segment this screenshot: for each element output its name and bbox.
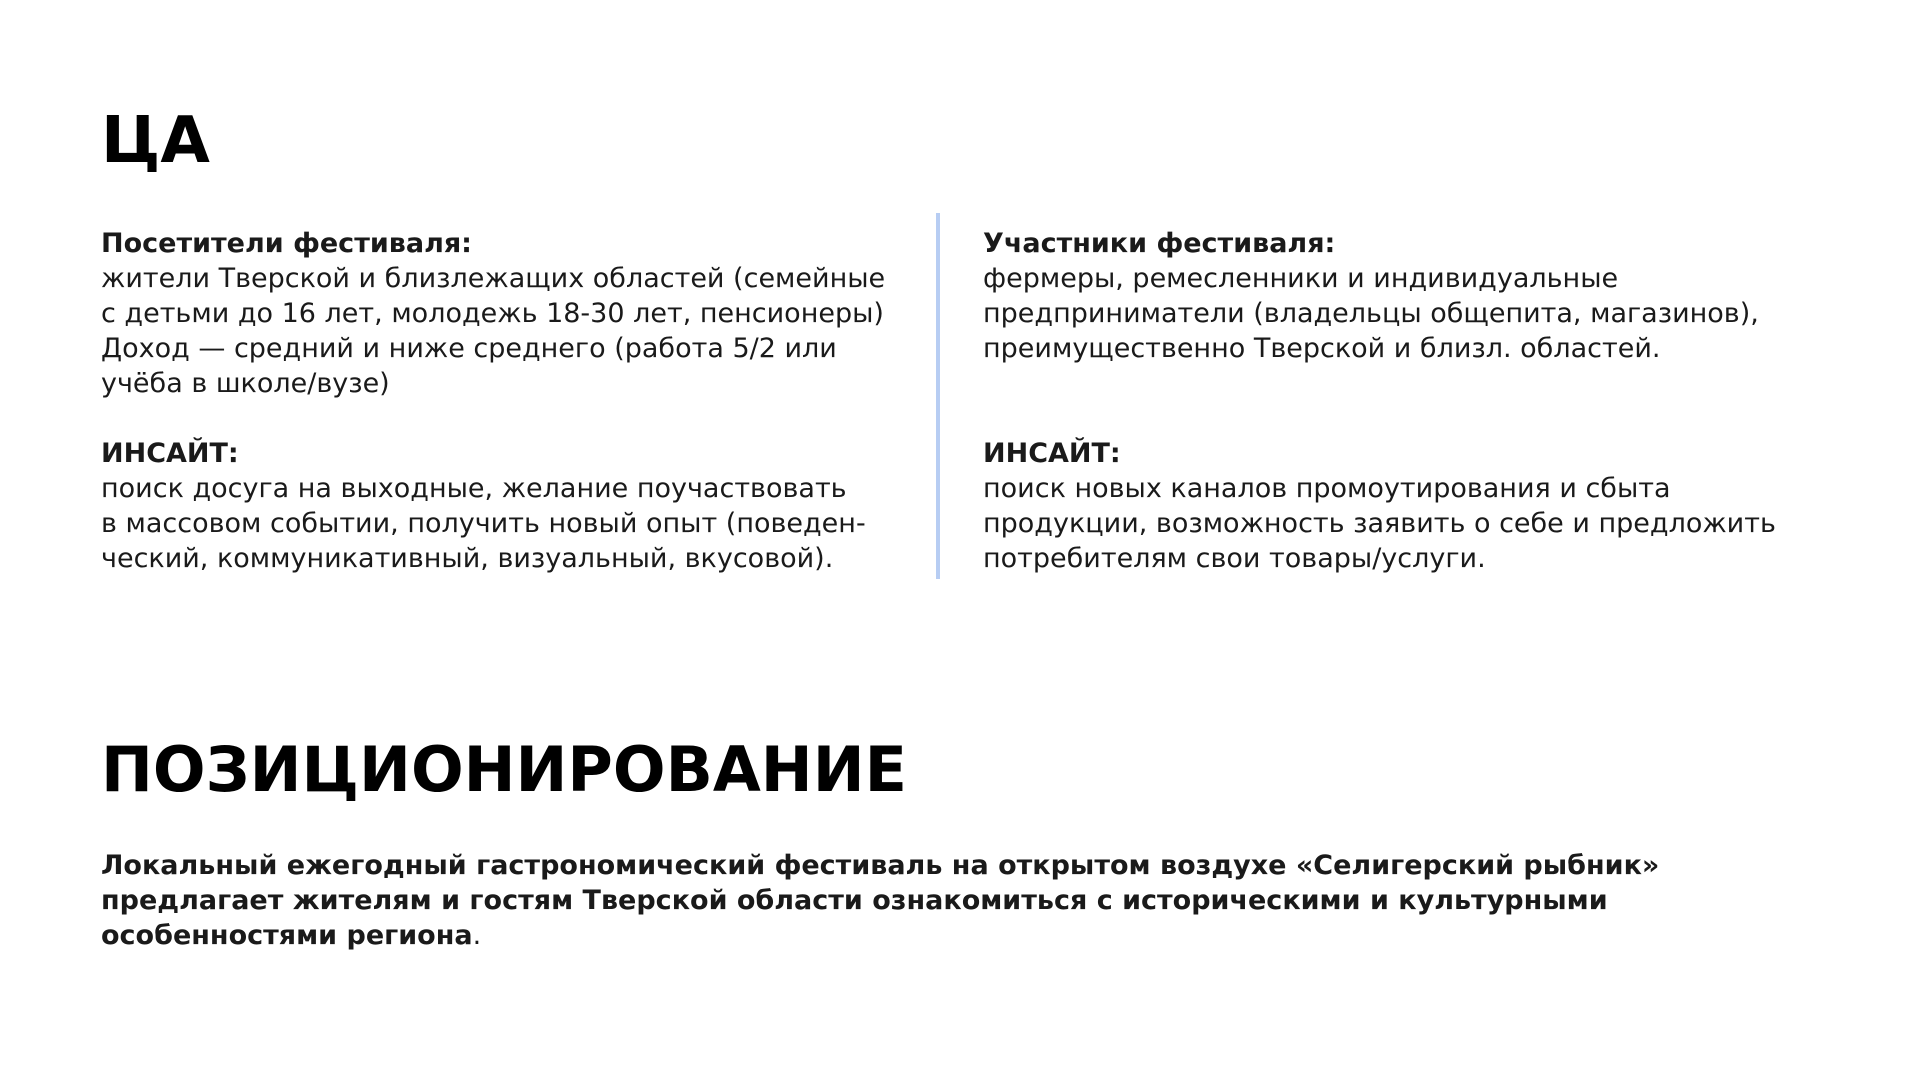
visitors-label: Посетители фестиваля: — [101, 228, 472, 259]
spacer — [101, 401, 901, 436]
visitors-insight-label: ИНСАЙТ: — [101, 438, 239, 469]
positioning-line: Локальный ежегодный гастрономический фестиваль на открытом воздухе «Селигерский рыбник» — [101, 850, 1660, 881]
positioning-line: особенностями региона — [101, 920, 473, 951]
participants-column — [983, 226, 1803, 576]
column-divider — [936, 213, 940, 579]
positioning-title: ПОЗИЦИОНИРОВАНИЕ — [101, 733, 907, 806]
visitors-line: жители Тверской и близлежащих областей (семейные — [101, 263, 886, 294]
participants-insight-label: ИНСАЙТ: — [983, 438, 1121, 469]
participants-line: фермеры, ремесленники и индивидуальные — [983, 263, 1619, 294]
positioning-line-last — [101, 918, 1761, 953]
participants-insight-line: продукции, возможность заявить о себе и предложить — [983, 508, 1776, 539]
participants-insight-line: потребителям свои товары/услуги. — [983, 543, 1486, 574]
participants-line: предприниматели (владельцы общепита, магазинов), — [983, 298, 1759, 329]
visitors-insight-line: поиск досуга на выходные, желание поучаствовать — [101, 473, 847, 504]
visitors-insight-line: в массовом событии, получить новый опыт (поведен- — [101, 508, 866, 539]
visitors-column — [101, 226, 901, 576]
positioning-line: предлагает жителям и гостям Тверской области ознакомиться с историческими и культурными — [101, 885, 1608, 916]
ca-title: ЦА — [101, 104, 210, 178]
visitors-line: с детьми до 16 лет, молодежь 18-30 лет, пенсионеры) — [101, 298, 884, 329]
participants-insight-line: поиск новых каналов промоутирования и сбыта — [983, 473, 1671, 504]
visitors-insight-line: ческий, коммуникативный, визуальный, вкусовой). — [101, 543, 834, 574]
positioning-text — [101, 848, 1761, 953]
spacer — [983, 366, 1803, 436]
visitors-line: Доход — средний и ниже среднего (работа 5/2 или — [101, 333, 837, 364]
visitors-line: учёба в школе/вузе) — [101, 368, 390, 399]
positioning-end-mark: . — [472, 920, 482, 951]
participants-label: Участники фестиваля: — [983, 228, 1336, 259]
participants-line: преимущественно Тверской и близл. областей. — [983, 333, 1661, 364]
